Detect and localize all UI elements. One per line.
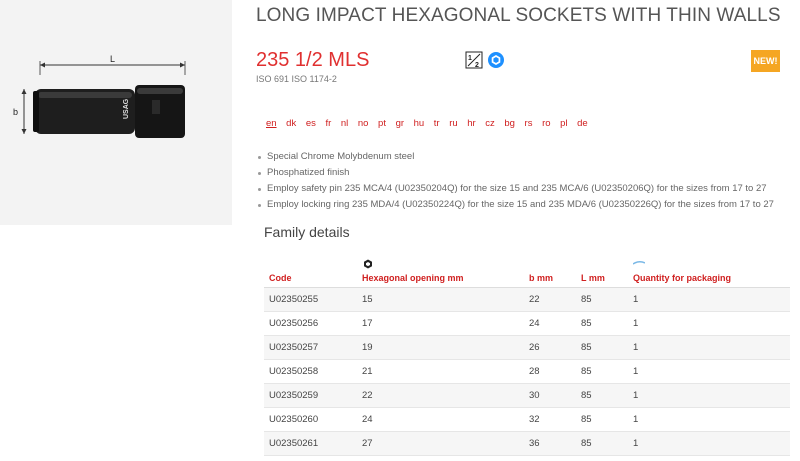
cell-hexagonal-opening: 24: [362, 414, 373, 425]
cell-hexagonal-opening: 27: [362, 438, 373, 449]
table-row[interactable]: [264, 432, 790, 456]
table-row[interactable]: [264, 336, 790, 360]
language-link-en[interactable]: en: [266, 118, 277, 129]
socket-product-image[interactable]: [0, 45, 232, 155]
cell-l: 85: [581, 438, 592, 449]
cell-l: 85: [581, 414, 592, 425]
page-title: LONG IMPACT HEXAGONAL SOCKETS WITH THIN WALLS: [256, 5, 781, 26]
cell-quantity: 1: [633, 438, 639, 449]
product-model: 235 1/2 MLS: [256, 49, 370, 71]
cell-hexagonal-opening: 21: [362, 366, 373, 377]
cell-quantity: 1: [633, 294, 639, 305]
cell-b: 36: [529, 438, 540, 449]
language-selector: [266, 118, 597, 129]
cell-l: 85: [581, 318, 592, 329]
table-row[interactable]: [264, 360, 790, 384]
language-link-de[interactable]: de: [577, 118, 588, 129]
family-table: [264, 268, 790, 456]
cell-code: U02350257: [269, 342, 319, 353]
brand-label: USAG: [123, 98, 130, 119]
language-link-es[interactable]: es: [305, 118, 316, 129]
table-body: [264, 288, 790, 456]
feature-item: Employ locking ring 235 MDA/4 (U02350224Q) for the size 15 and 235 MDA/6 (U02350226Q) for the sizes from 17 to 27: [258, 198, 774, 214]
cell-code: U02350260: [269, 414, 319, 425]
language-link-hu[interactable]: hu: [413, 118, 425, 129]
product-image-panel: [0, 0, 232, 225]
packaging-icon: [633, 260, 645, 266]
cell-quantity: 1: [633, 366, 639, 377]
half-inch-drive-icon: [465, 51, 483, 69]
language-link-pt[interactable]: pt: [378, 118, 386, 129]
language-link-ro[interactable]: ro: [542, 118, 551, 129]
language-link-cz[interactable]: cz: [485, 118, 495, 129]
language-link-nl[interactable]: nl: [340, 118, 349, 129]
cell-b: 26: [529, 342, 540, 353]
cell-b: 22: [529, 294, 540, 305]
col-header-quantity[interactable]: Quantity for packaging: [633, 272, 732, 283]
dimension-b-label: b: [13, 107, 19, 117]
language-link-rs[interactable]: rs: [524, 118, 533, 129]
dimension-l-label: L: [110, 54, 116, 64]
family-details-heading: Family details: [264, 224, 350, 240]
language-link-ru[interactable]: ru: [449, 118, 458, 129]
hexagon-drive-icon: [487, 51, 505, 69]
feature-list: [258, 150, 774, 214]
language-link-bg[interactable]: bg: [504, 118, 515, 129]
product-standards: ISO 691 ISO 1174-2: [256, 74, 337, 84]
language-link-pl[interactable]: pl: [560, 118, 568, 129]
cell-code: U02350256: [269, 318, 319, 329]
cell-code: U02350261: [269, 438, 319, 449]
language-link-dk[interactable]: dk: [286, 118, 297, 129]
cell-code: U02350255: [269, 294, 319, 305]
col-header-b[interactable]: b mm: [529, 272, 554, 283]
col-header-hexagonal-opening[interactable]: Hexagonal opening mm: [362, 272, 464, 283]
svg-text:2: 2: [475, 62, 479, 69]
cell-l: 85: [581, 390, 592, 401]
feature-item: Special Chrome Molybdenum steel: [258, 150, 774, 166]
language-link-fr[interactable]: fr: [325, 118, 332, 129]
cell-quantity: 1: [633, 318, 639, 329]
language-link-gr[interactable]: gr: [395, 118, 405, 129]
cell-quantity: 1: [633, 342, 639, 353]
cell-l: 85: [581, 342, 592, 353]
cell-b: 28: [529, 366, 540, 377]
cell-hexagonal-opening: 17: [362, 318, 373, 329]
new-badge: NEW!: [751, 50, 780, 72]
feature-item: Phosphatized finish: [258, 166, 774, 182]
col-header-l[interactable]: L mm: [581, 272, 605, 283]
cell-code: U02350259: [269, 390, 319, 401]
cell-b: 32: [529, 414, 540, 425]
cell-code: U02350258: [269, 366, 319, 377]
cell-b: 24: [529, 318, 540, 329]
cell-quantity: 1: [633, 390, 639, 401]
language-link-no[interactable]: no: [357, 118, 369, 129]
language-link-tr[interactable]: tr: [433, 118, 440, 129]
table-row[interactable]: [264, 384, 790, 408]
table-row[interactable]: [264, 408, 790, 432]
cell-hexagonal-opening: 22: [362, 390, 373, 401]
cell-l: 85: [581, 366, 592, 377]
cell-l: 85: [581, 294, 592, 305]
table-header: [264, 268, 790, 288]
svg-text:1: 1: [468, 55, 472, 62]
language-link-hr[interactable]: hr: [467, 118, 476, 129]
cell-quantity: 1: [633, 414, 639, 425]
table-row[interactable]: [264, 288, 790, 312]
feature-item: Employ safety pin 235 MCA/4 (U02350204Q) for the size 15 and 235 MCA/6 (U02350206Q) for the sizes from 17 to 27: [258, 182, 774, 198]
cell-hexagonal-opening: 19: [362, 342, 373, 353]
cell-b: 30: [529, 390, 540, 401]
table-row[interactable]: [264, 312, 790, 336]
cell-hexagonal-opening: 15: [362, 294, 373, 305]
col-header-code[interactable]: Code: [269, 272, 292, 283]
